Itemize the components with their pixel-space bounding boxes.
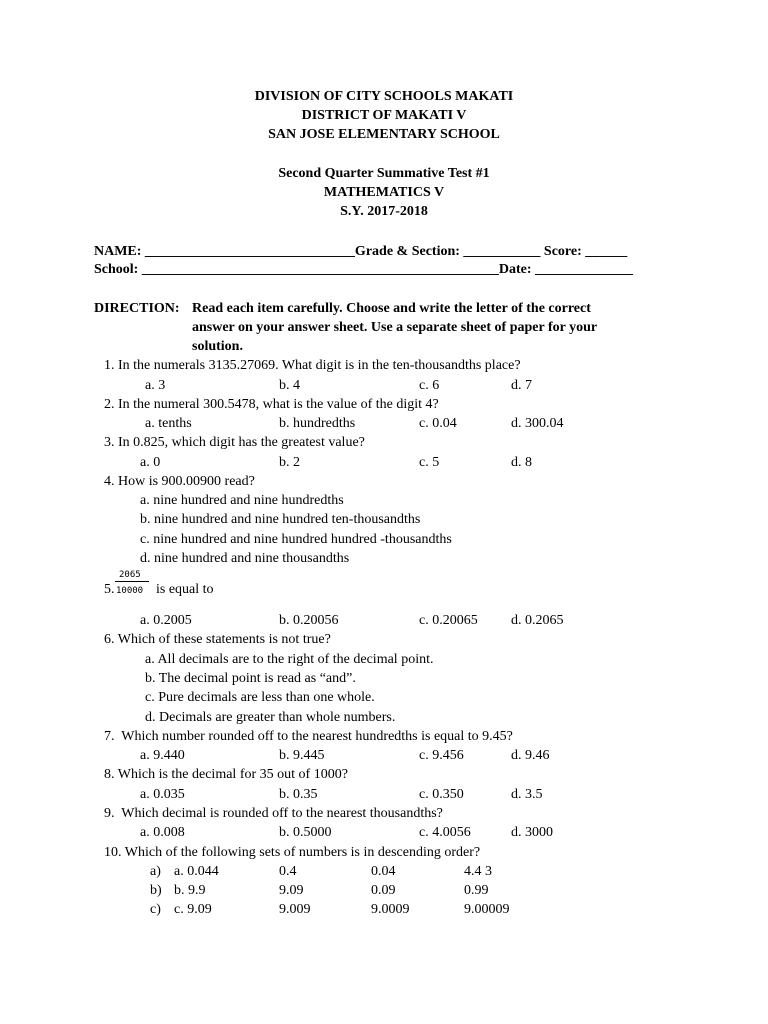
question-8: 8. Which is the decimal for 35 out of 1000? [104,767,348,782]
q4-choice-d: d. nine hundred and nine thousandths [140,551,350,566]
q6-choice-a: a. All decimals are to the right of the decimal point. [145,652,434,667]
q10-row-c-value-2: 9.009 [279,902,311,917]
q5-number: 5. [104,582,115,597]
q10-row-a-value-4: 4.4 3 [464,864,492,879]
q9-choice-d: d. 3000 [511,825,553,840]
q5-choice-b: b. 0.20056 [279,613,339,628]
q10-row-c-value-3: 9.0009 [371,902,410,917]
q9-choice-b: b. 0.5000 [279,825,332,840]
q4-choice-b: b. nine hundred and nine hundred ten-thousandths [140,512,421,527]
q6-choice-d: d. Decimals are greater than whole numbers. [145,710,396,725]
q5-choice-a: a. 0.2005 [140,613,192,628]
question-10: 10. Which of the following sets of numbers is in descending order? [104,845,481,860]
school-date-line: School: ___________________________________________________Date: ______________ [94,262,633,277]
q8-choice-c: c. 0.350 [419,787,464,802]
q8-choice-a: a. 0.035 [140,787,185,802]
q10-row-b-value-4: 0.99 [464,883,489,898]
q5-fraction-bar [115,581,149,582]
q3-choice-d: d. 8 [511,455,532,470]
q10-row-b-value-1: b. 9.9 [174,883,206,898]
q8-choice-b: b. 0.35 [279,787,318,802]
question-9: 9. Which decimal is rounded off to the nearest thousandths? [104,806,443,821]
q5-fraction-denominator: 10000 [116,586,144,596]
school-year: S.Y. 2017-2018 [340,204,428,219]
question-6: 6. Which of these statements is not true? [104,632,331,647]
q10-marker-b: b) [150,883,162,898]
q5-question-text: is equal to [156,582,214,597]
direction-line-3: solution. [192,339,243,354]
q9-choice-c: c. 4.0056 [419,825,471,840]
q7-choice-b: b. 9.445 [279,748,325,763]
q10-row-c-value-4: 9.00009 [464,902,510,917]
q7-choice-a: a. 9.440 [140,748,185,763]
q2-choice-c: c. 0.04 [419,416,457,431]
division-heading: DIVISION OF CITY SCHOOLS MAKATI [254,89,514,104]
direction-label: DIRECTION: [94,301,180,316]
q1-choice-a: a. 3 [145,378,166,393]
q3-choice-b: b. 2 [279,455,300,470]
q1-choice-c: c. 6 [419,378,440,393]
q4-choice-c: c. nine hundred and nine hundred hundred -thousandths [140,532,452,547]
q1-choice-d: d. 7 [511,378,532,393]
test-title: Second Quarter Summative Test #1 [278,166,490,181]
q2-choice-d: d. 300.04 [511,416,564,431]
q6-choice-b: b. The decimal point is read as “and”. [145,671,356,686]
school-heading: SAN JOSE ELEMENTARY SCHOOL [268,127,500,142]
q10-row-b-value-3: 0.09 [371,883,396,898]
q3-choice-a: a. 0 [140,455,161,470]
name-grade-score-line: NAME: ______________________________Grade & Section: ___________ Score: ______ [94,244,628,259]
question-3: 3. In 0.825, which digit has the greatest value? [104,435,365,450]
q10-row-b-value-2: 9.09 [279,883,304,898]
q3-choice-c: c. 5 [419,455,440,470]
question-1: 1. In the numerals 3135.27069. What digit is in the ten-thousandths place? [104,358,521,373]
direction-line-1: Read each item carefully. Choose and write the letter of the correct [192,301,591,316]
q8-choice-d: d. 3.5 [511,787,543,802]
subject-title: MATHEMATICS V [323,185,445,200]
question-4: 4. How is 900.00900 read? [104,474,255,489]
question-2: 2. In the numeral 300.5478, what is the value of the digit 4? [104,397,439,412]
q9-choice-a: a. 0.008 [140,825,185,840]
q5-choice-c: c. 0.20065 [419,613,478,628]
q4-choice-a: a. nine hundred and nine hundredths [140,493,344,508]
q10-marker-c: c) [150,902,161,917]
q10-row-c-value-1: c. 9.09 [174,902,212,917]
district-heading: DISTRICT OF MAKATI V [301,108,467,123]
question-7: 7. Which number rounded off to the nearest hundredths is equal to 9.45? [104,729,513,744]
q10-row-a-value-2: 0.4 [279,864,297,879]
q6-choice-c: c. Pure decimals are less than one whole. [145,690,375,705]
q5-fraction-numerator: 2065 [119,570,141,580]
direction-line-2: answer on your answer sheet. Use a separate sheet of paper for your [192,320,598,335]
q7-choice-c: c. 9.456 [419,748,464,763]
q5-choice-d: d. 0.2065 [511,613,564,628]
q2-choice-a: a. tenths [145,416,192,431]
q10-row-a-value-3: 0.04 [371,864,396,879]
q10-marker-a: a) [150,864,161,879]
q10-row-a-value-1: a. 0.044 [174,864,219,879]
q2-choice-b: b. hundredths [279,416,356,431]
q7-choice-d: d. 9.46 [511,748,550,763]
q1-choice-b: b. 4 [279,378,300,393]
